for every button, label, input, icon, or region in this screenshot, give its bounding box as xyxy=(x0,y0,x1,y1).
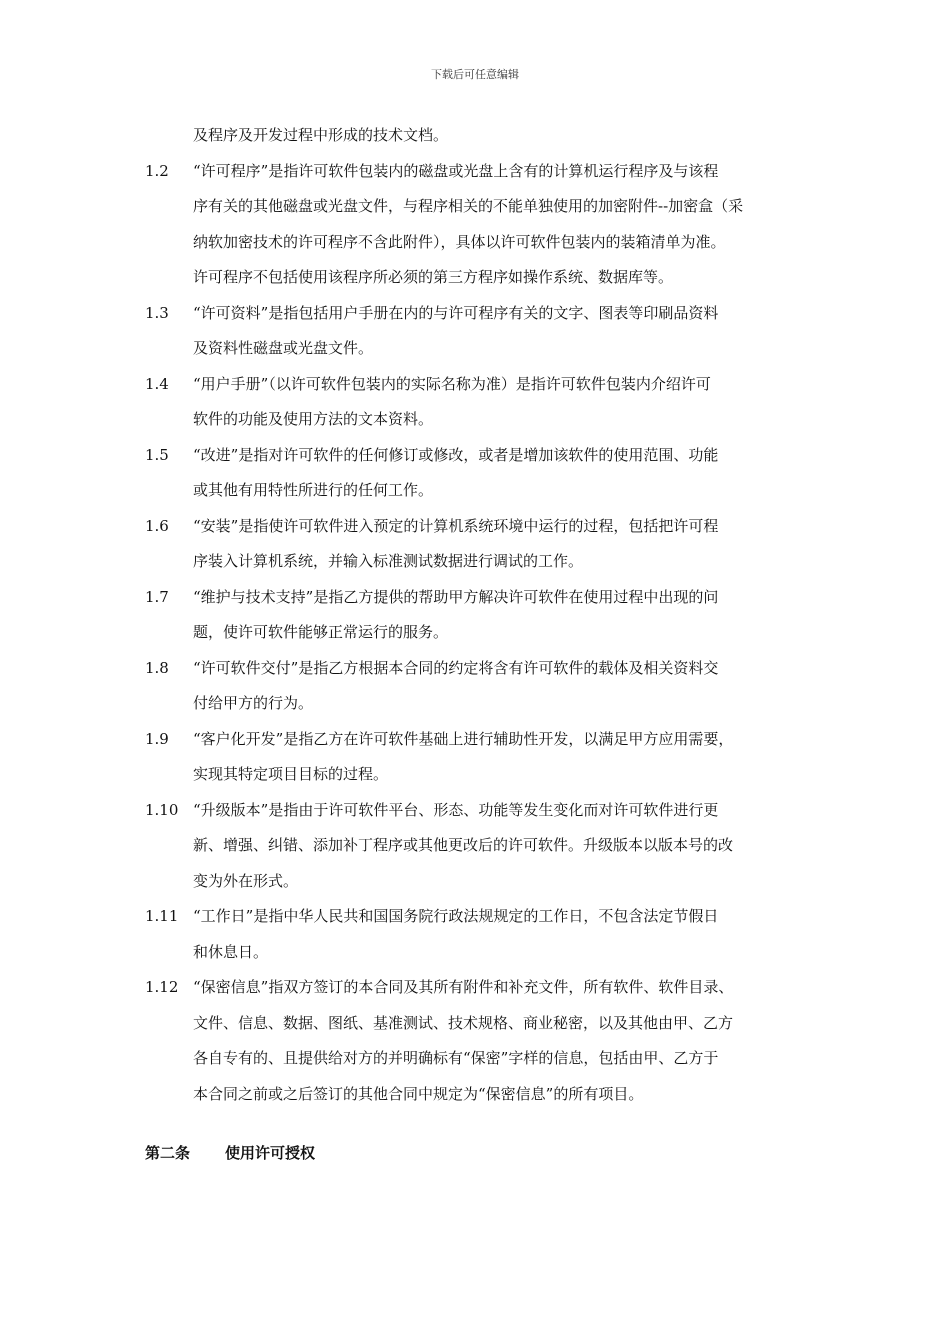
clause-first-line xyxy=(145,970,825,1006)
clause-continuation-line: 纳软加密技术的许可程序不含此附件），具体以许可软件包装内的装箱清单为准。 xyxy=(193,232,726,251)
clause-text: “改进”是指对许可软件的任何修订或修改，或者是增加该软件的使用范围、功能 xyxy=(193,445,719,464)
clause-continuation-line: 文件、信息、数据、图纸、基准测试、技术规格、商业秘密，以及其他由甲、乙方 xyxy=(193,1013,734,1032)
section-title: 使用许可授权 xyxy=(225,1144,316,1162)
clause-number: 1.6 xyxy=(145,516,169,535)
clause-continuation-line: 新、增强、纠错、添加补丁程序或其他更改后的许可软件。升级版本以版本号的改 xyxy=(193,836,734,854)
clause-item xyxy=(145,154,825,296)
clause-number: 1.8 xyxy=(145,658,169,677)
clause-number: 1.12 xyxy=(145,978,179,996)
clause-first-line xyxy=(145,438,825,474)
clause-first-line xyxy=(145,899,825,935)
page-header: 下载后可任意编辑 xyxy=(431,68,519,81)
clause-item xyxy=(145,899,825,970)
clause-continuation-line: 本合同之前或之后签订的其他合同中规定为“保密信息”的所有项目。 xyxy=(193,1084,644,1103)
clause-item xyxy=(145,367,825,438)
clause-continuation-line: 软件的功能及使用方法的文本资料。 xyxy=(193,410,434,428)
clause-continuation-line: 序装入计算机系统，并输入标准测试数据进行调试的工作。 xyxy=(193,552,584,570)
clause-text: “许可软件交付”是指乙方根据本合同的约定将含有许可软件的载体及相关资料交 xyxy=(193,658,719,677)
clause-first-line xyxy=(145,154,825,190)
clause-item xyxy=(145,509,825,580)
clause-number: 1.7 xyxy=(145,587,169,606)
clause-text: “工作日”是指中华人民共和国国务院行政法规规定的工作日，不包含法定节假日 xyxy=(193,907,719,925)
clause-text: “客户化开发”是指乙方在许可软件基础上进行辅助性开发，以满足甲方应用需要， xyxy=(193,729,734,748)
clause-first-line xyxy=(145,296,825,332)
clause-text: “升级版本”是指由于许可软件平台、形态、功能等发生变化而对许可软件进行更 xyxy=(193,800,719,819)
clause-continuation-line: 和休息日。 xyxy=(193,942,269,961)
section-number: 第二条 xyxy=(145,1144,191,1162)
clause-number: 1.9 xyxy=(145,729,169,748)
clause-continuation-line: 付给甲方的行为。 xyxy=(193,694,314,712)
clause-continuation-line: 序有关的其他磁盘或光盘文件，与程序相关的不能单独使用的加密附件--加密盒（采 xyxy=(193,197,744,215)
clause-continuation-line: 实现其特定项目目标的过程。 xyxy=(193,765,389,783)
clause-item xyxy=(145,970,825,1112)
clause-number: 1.10 xyxy=(145,800,179,819)
clause-first-line xyxy=(145,580,825,616)
clause-continuation-line: 许可程序不包括使用该程序所必须的第三方程序如操作系统、数据库等。 xyxy=(193,268,674,286)
clause-text: “安装”是指使许可软件进入预定的计算机系统环境中运行的过程，包括把许可程 xyxy=(193,516,719,535)
clause-continuation-line: 及资料性磁盘或光盘文件。 xyxy=(193,339,374,357)
clause-number: 1.5 xyxy=(145,445,169,464)
clause-number: 1.4 xyxy=(145,374,169,393)
clause-number: 1.11 xyxy=(145,907,179,925)
clause-text: “用户手册”（以许可软件包装内的实际名称为准）是指许可软件包装内介绍许可 xyxy=(193,374,711,393)
intro-line: 及程序及开发过程中形成的技术文档。 xyxy=(193,126,449,144)
clause-item xyxy=(145,722,825,793)
clause-first-line xyxy=(145,722,825,758)
clause-item xyxy=(145,438,825,509)
clause-text: “维护与技术支持”是指乙方提供的帮助甲方解决许可软件在使用过程中出现的问 xyxy=(193,587,719,606)
clause-text: “保密信息”指双方签订的本合同及其所有附件和补充文件，所有软件、软件目录、 xyxy=(193,978,734,996)
clause-first-line xyxy=(145,367,825,403)
clause-first-line xyxy=(145,793,825,829)
clause-continuation-line: 题，使许可软件能够正常运行的服务。 xyxy=(193,623,449,641)
clause-first-line xyxy=(145,509,825,545)
clause-continuation-line: 变为外在形式。 xyxy=(193,871,299,890)
clause-number: 1.3 xyxy=(145,303,169,322)
clause-item xyxy=(145,296,825,367)
clause-continuation-line: 或其他有用特性所进行的任何工作。 xyxy=(193,481,434,499)
clause-text: “许可程序”是指许可软件包装内的磁盘或光盘上含有的计算机运行程序及与该程 xyxy=(193,161,719,180)
clause-item xyxy=(145,580,825,651)
clause-item xyxy=(145,651,825,722)
section-heading xyxy=(145,1142,315,1163)
clause-continuation-line: 各自专有的、且提供给对方的并明确标有“保密”字样的信息，包括由甲、乙方于 xyxy=(193,1049,719,1067)
clause-text: “许可资料”是指包括用户手册在内的与许可程序有关的文字、图表等印刷品资料 xyxy=(193,303,719,322)
clause-number: 1.2 xyxy=(145,161,169,180)
document-body xyxy=(145,118,825,1112)
clause-item xyxy=(145,793,825,900)
clause-first-line xyxy=(145,651,825,687)
